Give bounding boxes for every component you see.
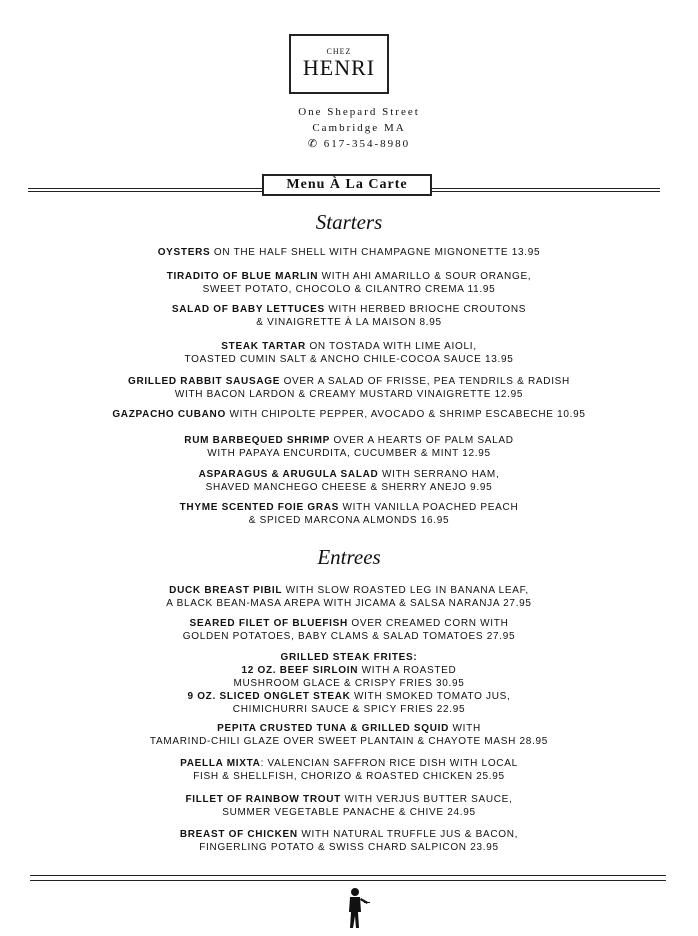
- item-subname: 12 OZ. BEEF SIRLOIN: [241, 665, 359, 676]
- menu-item: [20, 303, 678, 329]
- menu-item: [20, 375, 678, 401]
- menu-item: [20, 408, 678, 421]
- item-name: SALAD OF BABY LETTUCES: [171, 304, 325, 315]
- menu-item: [20, 584, 678, 610]
- item-name: BREAST OF CHICKEN: [179, 829, 298, 840]
- item-name: DUCK BREAST PIBIL: [169, 585, 283, 596]
- waiter-figure-icon: [341, 886, 371, 930]
- item-desc: ON THE HALF SHELL WITH CHAMPAGNE MIGNONETTE 13.95: [210, 247, 541, 258]
- address-block: [0, 104, 698, 152]
- restaurant-logo: [289, 34, 389, 94]
- address-city: Cambridge MA: [312, 122, 406, 134]
- menu-item: [20, 340, 678, 366]
- item-desc-line2: A BLACK BEAN-MASA AREPA WITH JICAMA & SALSA NARANJA 27.95: [166, 598, 532, 609]
- item-name: SEARED FILET OF BLUEFISH: [189, 618, 348, 629]
- item-desc: WITH VANILLA POACHED PEACH: [339, 502, 519, 513]
- item-desc-line2: CHIMICHURRI SAUCE & SPICY FRIES 22.95: [232, 704, 466, 715]
- item-desc-line2: SWEET POTATO, CHOCOLO & CILANTRO CREMA 11.95: [202, 284, 496, 295]
- menu-item: [20, 501, 678, 527]
- menu-item: [20, 270, 678, 296]
- item-desc: WITH HERBED BRIOCHE CROUTONS: [324, 304, 527, 315]
- item-subname: 9 OZ. SLICED ONGLET STEAK: [187, 691, 351, 702]
- address-street: One Shepard Street: [298, 106, 420, 118]
- menu-item: [20, 793, 678, 819]
- item-name: TIRADITO OF BLUE MARLIN: [166, 271, 319, 282]
- menu-item: [20, 757, 678, 783]
- item-desc-line2: & SPICED MARCONA ALMONDS 16.95: [248, 515, 450, 526]
- item-name: RUM BARBEQUED SHRIMP: [184, 435, 330, 446]
- item-name: STEAK TARTAR: [221, 341, 306, 352]
- item-desc-line2: WITH BACON LARDON & CREAMY MUSTARD VINAIGRETTE 12.95: [174, 389, 524, 400]
- menu-item: [20, 617, 678, 643]
- item-desc-line2: GOLDEN POTATOES, BABY CLAMS & SALAD TOMATOES 27.95: [182, 631, 516, 642]
- menu-item: [20, 828, 678, 854]
- footer-rule: [30, 875, 666, 876]
- item-desc: WITH CHIPOLTE PEPPER, AVOCADO & SHRIMP ESCABECHE 10.95: [225, 409, 586, 420]
- item-name: GAZPACHO CUBANO: [112, 409, 226, 420]
- item-desc-line2: SUMMER VEGETABLE PANACHE & CHIVE 24.95: [222, 807, 476, 818]
- item-desc: OVER A SALAD OF FRISSE, PEA TENDRILS & RADISH: [280, 376, 570, 387]
- item-desc-line2: FISH & SHELLFISH, CHORIZO & ROASTED CHICKEN 25.95: [193, 771, 505, 782]
- item-name: PAELLA MIXTA: [180, 758, 261, 769]
- item-desc: OVER CREAMED CORN WITH: [347, 618, 509, 629]
- item-desc-line2: & VINAIGRETTE À LA MAISON 8.95: [256, 317, 442, 328]
- item-name: OYSTERS: [157, 247, 211, 258]
- logo-name: HENRI: [302, 55, 376, 80]
- logo-small-text: CHEZ: [326, 47, 352, 56]
- item-desc: ON TOSTADA WITH LIME AIOLI,: [305, 341, 477, 352]
- footer-rule-second: [30, 880, 666, 881]
- item-name: PEPITA CRUSTED TUNA & GRILLED SQUID: [217, 723, 450, 734]
- menu-item-steak-frites: [20, 651, 678, 716]
- menu-item: [20, 468, 678, 494]
- item-desc: WITH AHI AMARILLO & SOUR ORANGE,: [318, 271, 532, 282]
- item-desc: WITH NATURAL TRUFFLE JUS & BACON,: [297, 829, 519, 840]
- item-name: THYME SCENTED FOIE GRAS: [179, 502, 340, 513]
- item-name: GRILLED RABBIT SAUSAGE: [128, 376, 281, 387]
- item-desc: WITH VERJUS BUTTER SAUCE,: [340, 794, 513, 805]
- phone-number: ✆ 617-354-8980: [307, 138, 411, 150]
- item-name: FILLET OF RAINBOW TROUT: [185, 794, 341, 805]
- item-desc: WITH SERRANO HAM,: [378, 469, 500, 480]
- menu-item: [20, 434, 678, 460]
- item-desc: OVER A HEARTS OF PALM SALAD: [329, 435, 514, 446]
- item-desc-line2: MUSHROOM GLACE & CRISPY FRIES 30.95: [233, 678, 465, 689]
- item-desc-line2: SHAVED MANCHEGO CHEESE & SHERRY ANEJO 9.95: [205, 482, 493, 493]
- entrees-heading: Entrees: [317, 545, 381, 569]
- item-name: ASPARAGUS & ARUGULA SALAD: [198, 469, 379, 480]
- item-desc-line2: WITH PAPAYA ENCURDITA, CUCUMBER & MINT 12.95: [207, 448, 491, 459]
- menu-item: [20, 246, 678, 259]
- item-desc-line2: FINGERLING POTATO & SWISS CHARD SALPICON 23.95: [199, 842, 499, 853]
- menu-title: Menu À La Carte: [262, 174, 432, 196]
- starters-heading: Starters: [315, 210, 383, 234]
- menu-item: [20, 722, 678, 748]
- item-desc: WITH: [449, 723, 481, 734]
- item-desc: : VALENCIAN SAFFRON RICE DISH WITH LOCAL: [260, 758, 518, 769]
- item-desc-line2: TOASTED CUMIN SALT & ANCHO CHILE-COCOA SAUCE 13.95: [184, 354, 514, 365]
- item-name: GRILLED STEAK FRITES:: [280, 652, 418, 663]
- item-desc: WITH SLOW ROASTED LEG IN BANANA LEAF,: [282, 585, 529, 596]
- item-desc-line2: TAMARIND-CHILI GLAZE OVER SWEET PLANTAIN & CHAYOTE MASH 28.95: [149, 736, 549, 747]
- item-desc: WITH SMOKED TOMATO JUS,: [350, 691, 511, 702]
- item-desc: WITH A ROASTED: [358, 665, 457, 676]
